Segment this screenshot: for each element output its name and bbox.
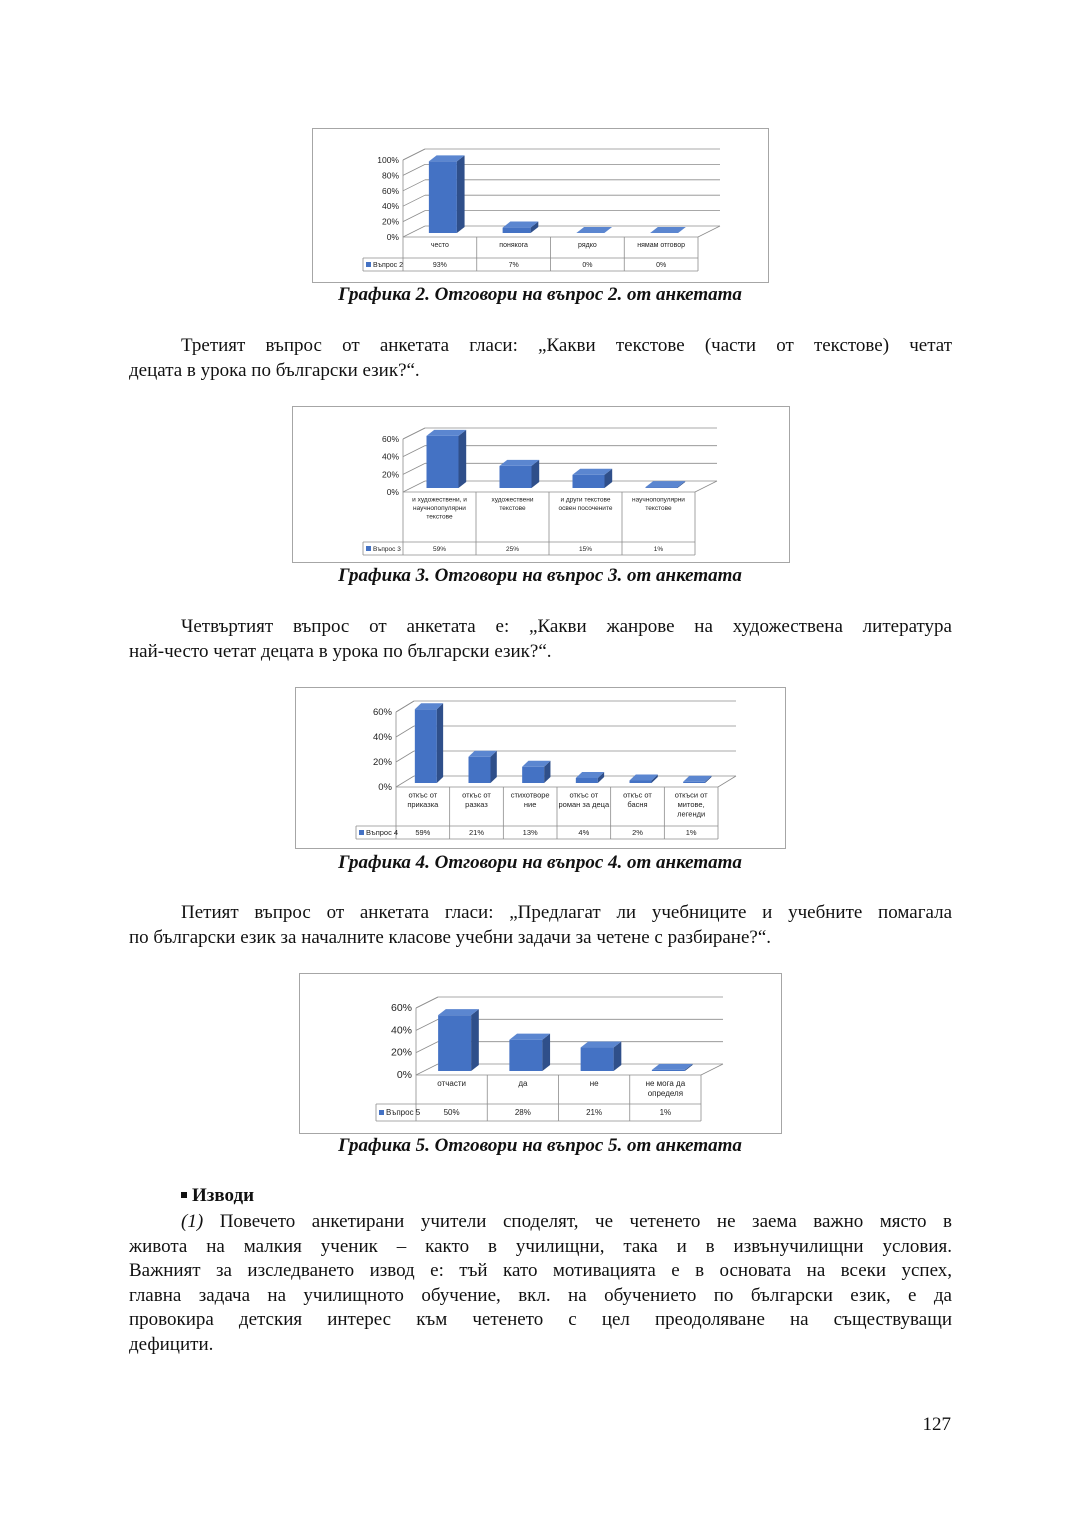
chart-q2-svg [313, 129, 768, 282]
y-tick-label: 0% [386, 487, 399, 497]
legend-series-name: Въпрос 3 [373, 546, 401, 553]
gridline-depth [403, 180, 425, 191]
gridline-depth [416, 1042, 438, 1053]
category-label: стихотворе ние [510, 790, 550, 809]
q5-intro-line1: Петият въпрос от анкетата гласи: „Предлагат ли учебниците и учебните помагала [181, 902, 952, 923]
value-label: 1% [685, 828, 697, 837]
value-label: 21% [586, 1108, 603, 1117]
bar-3 [576, 227, 612, 233]
value-label: 59% [415, 828, 431, 837]
axis-top-depth [396, 701, 414, 712]
category-label: отчасти [437, 1079, 466, 1088]
caption-chart-5: Графика 5. Отговори на въпрос 5. от анкетата [338, 1135, 742, 1156]
axis-top-depth [403, 428, 425, 439]
y-tick-label: 60% [390, 1002, 412, 1014]
gridline-depth [396, 726, 414, 737]
conclusion-number: (1) [181, 1211, 204, 1232]
legend-swatch [366, 546, 371, 551]
conclusion-line6: дефицити. [129, 1333, 214, 1355]
chart-q3-svg [293, 407, 789, 562]
category-label: понякога [499, 242, 528, 249]
paragraph-q5 [129, 901, 952, 950]
value-label: 50% [443, 1108, 460, 1117]
axis-top-depth [416, 997, 438, 1008]
chart-q2 [312, 128, 769, 283]
value-label: 13% [522, 828, 538, 837]
conclusions-heading-text: Изводи [192, 1185, 255, 1206]
q5-intro-line2: по български език за началните класове учебни задачи за четене с разбиране?“. [129, 926, 772, 948]
value-label: 0% [656, 262, 667, 269]
gridline-depth [396, 776, 414, 787]
floor-right-edge [695, 481, 717, 492]
legend-series-name: Въпрос 4 [366, 828, 399, 837]
category-label: откъс от басня [623, 790, 652, 809]
bar-3 [522, 761, 550, 783]
category-label: да [518, 1079, 528, 1088]
bar-1 [415, 703, 443, 783]
y-tick-label: 20% [381, 216, 399, 227]
y-tick-label: 40% [390, 1024, 412, 1037]
y-tick-label: 20% [372, 757, 392, 768]
q3-intro-line1: Третият въпрос от анкетата гласи: „Какви текстове (части от текстове) четат [181, 335, 952, 356]
chart-q3 [292, 406, 790, 563]
bar-3 [581, 1042, 622, 1072]
paragraph-q3 [129, 334, 952, 383]
value-label: 15% [578, 546, 593, 553]
value-label: 21% [468, 828, 485, 837]
category-label: откъс от разказ [462, 790, 491, 809]
category-label: и други текстове освен посочените [558, 496, 613, 512]
bar-4 [650, 227, 686, 233]
q4-intro-line2: най-често четат децата в урока по български език?“. [129, 640, 552, 662]
y-tick-label: 100% [377, 155, 399, 165]
y-tick-label: 20% [381, 469, 399, 480]
value-label: 28% [514, 1108, 531, 1117]
bar-1 [438, 1009, 479, 1071]
value-label: 59% [432, 546, 447, 553]
y-tick-label: 80% [381, 170, 399, 181]
caption-chart-4: Графика 4. Отговори на въпрос 4. от анкетата [338, 852, 742, 873]
bar-6 [683, 776, 711, 783]
chart-q4 [295, 687, 786, 849]
caption-chart-3: Графика 3. Отговори на въпрос 3. от анкетата [338, 565, 742, 586]
gridline-depth [416, 1064, 438, 1075]
legend-swatch [359, 830, 364, 835]
value-label: 7% [508, 262, 519, 269]
bar-4 [646, 481, 686, 488]
gridline-depth [403, 446, 425, 457]
y-tick-label: 60% [381, 185, 399, 196]
chart-q5 [299, 973, 782, 1134]
y-tick-label: 0% [378, 782, 392, 793]
chart-q4-svg [296, 688, 785, 848]
value-label: 25% [505, 546, 520, 553]
category-label: художествени текстове [491, 496, 534, 512]
gridline-depth [403, 463, 425, 474]
floor-right-edge [698, 226, 720, 237]
conclusion-line2: живота на малкия ученик – както в училищни, така и в извънучилищни условия. [129, 1235, 952, 1257]
conclusion-line5: провокира детския интерес към четенето с цел преодоляване на съществуващи [129, 1309, 952, 1330]
gridline-depth [396, 751, 414, 762]
bar-1 [427, 430, 467, 488]
category-label: научнопопулярни текстове [632, 496, 685, 512]
y-tick-label: 40% [381, 201, 399, 212]
value-label: 1% [653, 546, 664, 553]
axis-top-depth [403, 149, 425, 160]
category-label: не [589, 1079, 599, 1088]
category-label: често [430, 242, 449, 249]
category-label: не мога да определя [645, 1079, 686, 1098]
chart-q5-svg [300, 974, 781, 1133]
legend-series-name: Въпрос 5 [386, 1108, 421, 1117]
bar-2 [503, 222, 539, 233]
value-label: 93% [432, 262, 447, 269]
y-tick-label: 0% [396, 1069, 412, 1081]
category-label: откъс от приказка [407, 790, 439, 809]
gridline-depth [403, 211, 425, 222]
conclusion-line4: главна задача на училищното обучение, вкл. на обучението по български език, е да [129, 1284, 952, 1306]
legend-swatch [366, 262, 371, 267]
gridline-depth [403, 226, 425, 237]
gridline-depth [403, 195, 425, 206]
y-tick-label: 40% [381, 451, 399, 462]
bar-2 [509, 1034, 550, 1071]
q4-intro-line1: Четвъртият въпрос от анкетата е: „Какви жанрове на художествена литература [181, 616, 952, 637]
category-label: откъси от митове, легенди [674, 790, 708, 819]
caption-chart-2: Графика 2. Отговори на въпрос 2. от анкетата [338, 284, 742, 305]
gridline-depth [403, 164, 425, 175]
legend-series-name: Въпрос 2 [373, 262, 403, 269]
gridline-depth [403, 481, 425, 492]
category-label: нямам отговор [637, 242, 686, 249]
floor-right-edge [718, 776, 736, 787]
q3-intro-line2: децата в урока по български език?“. [129, 359, 420, 381]
bar-2 [500, 460, 540, 488]
y-tick-label: 40% [372, 732, 392, 743]
paragraph-q4 [129, 615, 952, 664]
category-label: и художествени, и научнопопулярни текстове [412, 496, 467, 521]
value-label: 1% [659, 1108, 672, 1117]
value-label: 2% [632, 828, 643, 837]
y-tick-label: 60% [372, 707, 392, 718]
value-label: 0% [582, 262, 593, 269]
conclusion-line1: Повечето анкетирани учители споделят, че четенето не заема важно място в [219, 1211, 953, 1232]
bar-1 [429, 155, 465, 233]
bar-4 [652, 1064, 693, 1071]
category-label: откъс от роман за деца [558, 790, 610, 809]
conclusions-heading [181, 1185, 254, 1207]
y-tick-label: 20% [390, 1046, 412, 1059]
category-label: рядко [578, 242, 597, 249]
bullet-square-icon [181, 1192, 187, 1198]
y-tick-label: 60% [381, 434, 399, 444]
floor-right-edge [701, 1064, 723, 1075]
y-tick-label: 0% [386, 232, 399, 242]
legend-swatch [379, 1110, 384, 1115]
bar-3 [573, 469, 613, 488]
paragraph-conclusion-1 [129, 1210, 952, 1357]
conclusion-line3: Важният за изследването извод е: тъй като мотивацията е в основата на всеки успех, [129, 1260, 952, 1281]
gridline-depth [416, 1019, 438, 1030]
page-number: 127 [922, 1414, 951, 1435]
bar-2 [469, 751, 497, 783]
value-label: 4% [578, 828, 590, 837]
bar-4 [576, 772, 604, 783]
